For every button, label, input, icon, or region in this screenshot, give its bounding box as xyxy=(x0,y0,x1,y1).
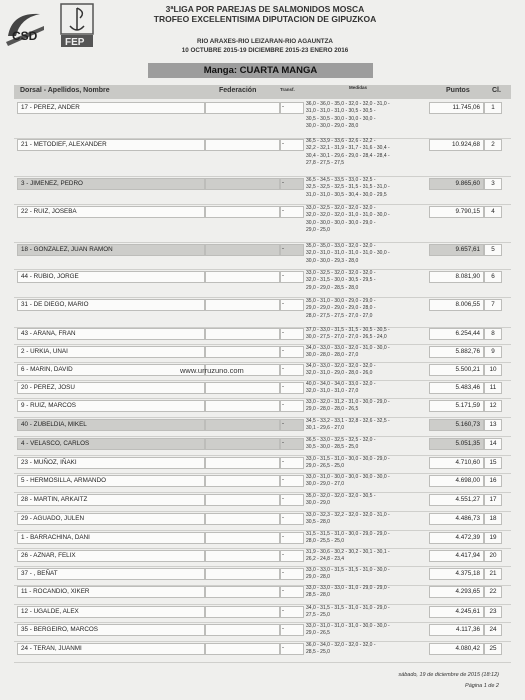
table-row xyxy=(14,493,511,512)
points-cell: 9.790,15 xyxy=(429,206,484,218)
measure-line: 36,5 - 34,5 - 33,5 - 33,0 - 32,5 - xyxy=(306,177,376,183)
measure-line: 33,0 - 33,0 - 33,0 - 31,0 - 29,0 - 29,0 - xyxy=(306,585,390,591)
measure-line: 29,0 - 29,0 - 28,5 - 28,0 xyxy=(306,284,359,291)
measures-cell xyxy=(306,205,426,235)
watermark: www.urruzuno.com xyxy=(180,366,244,375)
measure-line: 35,0 - 32,0 - 32,0 - 32,0 - 30,5 - xyxy=(306,493,376,499)
measure-line: 28,0 - 27,5 - 27,5 - 27,0 - 27,0 xyxy=(306,312,373,319)
measure-line: 30,1 - 29,6 - 27,0 xyxy=(306,425,345,432)
rank-cell: 21 xyxy=(484,568,502,580)
rank-cell: 7 xyxy=(484,299,502,311)
federation-cell xyxy=(205,606,280,618)
measure-line: 34,0 - 31,5 - 31,5 - 31,0 - 31,0 - 29,0 - xyxy=(306,605,390,611)
measures-cell xyxy=(306,298,426,320)
measure-line: 32,0 - 31,0 - 29,0 - 28,0 - 26,0 xyxy=(306,370,373,377)
measures-cell xyxy=(306,437,426,452)
title-line-2: TROFEO EXCELENTISIMA DIPUTACION DE GIPUZKOA xyxy=(153,14,377,24)
points-cell: 11.745,06 xyxy=(429,102,484,114)
measure-line: 29,0 - 25,0 xyxy=(306,227,330,234)
transfer-dash: - xyxy=(282,588,284,594)
measure-line: 40,0 - 34,0 - 34,0 - 33,0 - 32,0 - xyxy=(306,381,376,387)
measures-cell xyxy=(306,605,426,620)
measures-cell xyxy=(306,363,426,378)
measures-cell xyxy=(306,138,426,168)
table-row xyxy=(14,531,511,549)
measure-line: 36,0 - 34,0 - 32,0 - 32,0 - 32,0 - xyxy=(306,642,376,648)
federation-cell xyxy=(205,550,280,562)
competitor-name: 11 - ROCANDIO, XIKER xyxy=(17,586,205,598)
measure-line: 33,0 - 32,0 - 31,2 - 31,0 - 30,0 - 29,0 - xyxy=(306,399,390,405)
federation-cell xyxy=(205,586,280,598)
measures-cell xyxy=(306,243,426,265)
measure-line: 32,5 - 32,5 - 32,5 - 31,5 - 31,5 - 31,0 - xyxy=(306,184,390,191)
rank-cell: 25 xyxy=(484,643,502,655)
competitor-name: 37 - , BEÑAT xyxy=(17,568,205,580)
transfer-dash: - xyxy=(282,301,284,307)
measure-line: 33,0 - 32,5 - 32,0 - 32,0 - 32,0 - xyxy=(306,205,376,211)
measure-line: 36,0 - 36,0 - 35,0 - 32,0 - 32,0 - 31,0 - xyxy=(306,101,390,107)
measures-cell xyxy=(306,418,426,433)
measure-line: 33,0 - 31,0 - 30,0 - 30,0 - 30,0 - 30,0 - xyxy=(306,474,390,480)
rank-cell: 6 xyxy=(484,271,502,283)
rank-cell: 23 xyxy=(484,606,502,618)
measure-line: 33,0 - 31,0 - 31,0 - 31,0 - 30,0 - 30,0 - xyxy=(306,623,390,629)
competitor-name: 3 - JIMENEZ, PEDRO xyxy=(17,178,205,190)
rank-cell: 20 xyxy=(484,550,502,562)
measures-cell xyxy=(306,623,426,638)
federation-cell xyxy=(205,271,280,283)
measure-line: 31,9 - 30,6 - 30,2 - 30,2 - 30,1 - 30,1 - xyxy=(306,549,390,555)
competitor-name: 18 - GONZALEZ, JUAN RAMON xyxy=(17,244,205,256)
points-cell: 4.551,27 xyxy=(429,494,484,506)
table-row xyxy=(14,205,511,243)
federation-cell xyxy=(205,438,280,450)
table-row xyxy=(14,585,511,605)
competitor-name: 28 - MARTIN, ARKAITZ xyxy=(17,494,205,506)
points-cell: 4.472,39 xyxy=(429,532,484,544)
measure-line: 30,5 - 30,0 - 28,5 - 25,0 xyxy=(306,444,359,451)
transfer-dash: - xyxy=(282,645,284,651)
measures-cell xyxy=(306,531,426,546)
measure-line: 31,5 - 31,5 - 31,0 - 30,0 - 29,0 - 29,0 - xyxy=(306,531,390,537)
table-row xyxy=(14,399,511,418)
points-cell: 4.293,65 xyxy=(429,586,484,598)
measure-line: 34,0 - 33,0 - 32,0 - 32,0 - 32,0 - xyxy=(306,363,376,369)
table-row xyxy=(14,437,511,456)
points-cell: 4.698,00 xyxy=(429,475,484,487)
competitor-name: 44 - RUBIO, JORGE xyxy=(17,271,205,283)
competitor-name: 1 - BARRACHINA, DANI xyxy=(17,532,205,544)
measure-line: 30,0 - 30,0 - 29,3 - 28,0 xyxy=(306,257,359,264)
measure-line: 30,5 - 30,5 - 30,0 - 30,0 - 30,0 - xyxy=(306,115,376,122)
transfer-dash: - xyxy=(282,180,284,186)
measures-cell xyxy=(306,585,426,600)
federation-cell xyxy=(205,643,280,655)
table-row xyxy=(14,177,511,205)
transfer-dash: - xyxy=(282,421,284,427)
measure-line: 28,5 - 28,0 xyxy=(306,592,330,599)
federation-cell xyxy=(205,419,280,431)
table-row xyxy=(14,456,511,474)
competitor-name: 5 - HERMOSILLA, ARMANDO xyxy=(17,475,205,487)
table-row xyxy=(14,512,511,531)
federation-cell xyxy=(205,400,280,412)
rank-cell: 8 xyxy=(484,328,502,340)
measure-line: 29,0 - 28,0 xyxy=(306,574,330,581)
federation-cell xyxy=(205,494,280,506)
transfer-dash: - xyxy=(282,273,284,279)
points-cell: 5.500,21 xyxy=(429,364,484,376)
measure-line: 30,0 - 27,5 - 27,0 - 27,0 - 26,5 - 24,0 xyxy=(306,334,387,341)
measure-line: 28,0 - 25,5 - 25,0 xyxy=(306,538,345,545)
transfer-dash: - xyxy=(282,384,284,390)
rank-cell: 4 xyxy=(484,206,502,218)
points-cell: 6.254,44 xyxy=(429,328,484,340)
measure-line: 37,0 - 33,0 - 31,5 - 31,5 - 30,5 - 30,5 - xyxy=(306,327,390,333)
measures-cell xyxy=(306,177,426,199)
measures-cell xyxy=(306,493,426,508)
transfer-dash: - xyxy=(282,477,284,483)
col-federation: Federación xyxy=(219,87,257,94)
transfer-dash: - xyxy=(282,104,284,110)
csd-logo-text: CSD xyxy=(12,29,38,43)
rank-cell: 18 xyxy=(484,513,502,525)
rank-cell: 13 xyxy=(484,419,502,431)
col-name: Dorsal - Apellidos, Nombre xyxy=(20,87,110,94)
federation-cell xyxy=(205,244,280,256)
measure-line: 33,0 - 33,0 - 31,5 - 31,5 - 31,0 - 30,0 - xyxy=(306,567,390,573)
competitor-name: 24 - TERAN, JUANMI xyxy=(17,643,205,655)
federation-cell xyxy=(205,568,280,580)
measure-line: 32,0 - 32,0 - 32,0 - 31,0 - 31,0 - 30,0 - xyxy=(306,212,390,219)
footer-date: sábado, 19 de diciembre de 2015 (18:12) xyxy=(398,672,499,678)
competitor-name: 2 - URKIA, UNAI xyxy=(17,346,205,358)
measures-cell xyxy=(306,399,426,414)
rank-cell: 11 xyxy=(484,382,502,394)
points-cell: 4.245,61 xyxy=(429,606,484,618)
federation-cell xyxy=(205,475,280,487)
fep-logo xyxy=(58,2,96,48)
measure-line: 31,0 - 31,0 - 31,0 - 30,5 - 30,5 - xyxy=(306,108,376,115)
measures-cell xyxy=(306,642,426,657)
measures-cell xyxy=(306,567,426,582)
table-row xyxy=(14,345,511,363)
table-header xyxy=(14,85,511,99)
rank-cell: 14 xyxy=(484,438,502,450)
measure-line: 30,0 - 29,0 xyxy=(306,500,330,507)
col-rank: Cl. xyxy=(492,87,501,94)
points-cell: 10.924,68 xyxy=(429,139,484,151)
rank-cell: 12 xyxy=(484,400,502,412)
points-cell: 5.882,76 xyxy=(429,346,484,358)
measure-line: 27,5 - 25,0 xyxy=(306,612,330,619)
points-cell: 5.171,59 xyxy=(429,400,484,412)
federation-cell xyxy=(205,178,280,190)
measure-line: 32,2 - 32,1 - 31,9 - 31,7 - 31,6 - 30,4 - xyxy=(306,145,390,152)
points-cell: 4.080,42 xyxy=(429,643,484,655)
measures-cell xyxy=(306,101,426,131)
competitor-name: 22 - RUIZ, JOSEBA xyxy=(17,206,205,218)
transfer-dash: - xyxy=(282,402,284,408)
fep-logo-text: FEP xyxy=(65,37,85,48)
transfer-dash: - xyxy=(282,246,284,252)
measures-cell xyxy=(306,456,426,471)
points-cell: 4.710,60 xyxy=(429,457,484,469)
col-points: Puntos xyxy=(446,87,470,94)
measure-line: 32,0 - 31,0 - 31,0 - 27,0 xyxy=(306,388,359,395)
competitor-name: 4 - VELASCO, CARLOS xyxy=(17,438,205,450)
competitor-name: 17 - PEREZ, ANDER xyxy=(17,102,205,114)
competitor-name: 29 - AGUADO, JULEN xyxy=(17,513,205,525)
rank-cell: 5 xyxy=(484,244,502,256)
rank-cell: 22 xyxy=(484,586,502,598)
manga-banner: Manga: CUARTA MANGA xyxy=(148,63,373,78)
points-cell: 4.375,18 xyxy=(429,568,484,580)
rank-cell: 15 xyxy=(484,457,502,469)
measures-cell xyxy=(306,270,426,292)
transfer-dash: - xyxy=(282,608,284,614)
federation-cell xyxy=(205,299,280,311)
rank-cell: 24 xyxy=(484,624,502,636)
table-row xyxy=(14,138,511,177)
rank-cell: 1 xyxy=(484,102,502,114)
measure-line: 27,8 - 27,5 - 27,5 xyxy=(306,160,345,167)
measure-line: 35,0 - 31,0 - 30,0 - 29,0 - 29,0 - xyxy=(306,298,376,304)
table-row xyxy=(14,327,511,345)
measure-line: 29,0 - 29,0 - 29,0 - 29,0 - 28,0 - xyxy=(306,305,376,312)
competitor-name: 20 - PEREZ, JOSU xyxy=(17,382,205,394)
measure-line: 29,0 - 28,0 - 28,0 - 26,5 xyxy=(306,406,359,413)
table-row xyxy=(14,605,511,623)
table-row xyxy=(14,474,511,493)
table-row xyxy=(14,270,511,298)
points-cell: 8.081,90 xyxy=(429,271,484,283)
points-cell: 4.117,36 xyxy=(429,624,484,636)
competitor-name: 6 - MARIN, DAVID xyxy=(17,364,205,376)
table-row xyxy=(14,363,511,381)
federation-cell xyxy=(205,513,280,525)
measure-line: 33,0 - 32,5 - 32,0 - 32,0 - 32,0 - xyxy=(306,270,376,276)
measure-line: 30,0 - 30,0 - 30,0 - 30,0 - 29,0 - xyxy=(306,219,376,226)
transfer-dash: - xyxy=(282,208,284,214)
federation-cell xyxy=(205,206,280,218)
competitor-name: 9 - RUIZ, MARCOS xyxy=(17,400,205,412)
measure-line: 30,0 - 28,0 - 28,0 - 27,0 xyxy=(306,352,359,359)
rank-cell: 16 xyxy=(484,475,502,487)
measure-line: 29,0 - 26,5 - 25,0 xyxy=(306,463,345,470)
measure-line: 32,0 - 31,5 - 30,0 - 30,5 - 29,5 - xyxy=(306,277,376,284)
federation-cell xyxy=(205,457,280,469)
footer-page: Página 1 de 2 xyxy=(465,683,499,689)
venue-line: RIO ARAXES-RIO LEIZARAN-RIO AGAUNTZA xyxy=(197,38,333,45)
federation-cell xyxy=(205,102,280,114)
federation-cell xyxy=(205,624,280,636)
transfer-dash: - xyxy=(282,626,284,632)
measures-cell xyxy=(306,549,426,564)
points-cell: 5.483,46 xyxy=(429,382,484,394)
table-row xyxy=(14,298,511,328)
measure-line: 34,5 - 33,2 - 33,1 - 32,8 - 32,6 - 32,5 - xyxy=(306,418,390,424)
measures-cell xyxy=(306,512,426,527)
table-row xyxy=(14,418,511,437)
measure-line: 36,5 - 33,9 - 33,6 - 32,6 - 32,2 - xyxy=(306,138,376,144)
competitor-name: 43 - ARANA, FRAN xyxy=(17,328,205,340)
rank-cell: 9 xyxy=(484,346,502,358)
transfer-dash: - xyxy=(282,330,284,336)
points-cell: 9.865,60 xyxy=(429,178,484,190)
points-cell: 5.160,73 xyxy=(429,419,484,431)
measure-line: 34,0 - 33,0 - 33,0 - 32,0 - 31,0 - 30,0 - xyxy=(306,345,390,351)
measure-line: 36,5 - 33,0 - 32,5 - 32,5 - 32,0 - xyxy=(306,437,376,443)
measure-line: 33,0 - 31,5 - 31,0 - 30,0 - 30,0 - 29,0 - xyxy=(306,456,390,462)
transfer-dash: - xyxy=(282,552,284,558)
federation-cell xyxy=(205,346,280,358)
points-cell: 4.417,94 xyxy=(429,550,484,562)
transfer-dash: - xyxy=(282,440,284,446)
table-row xyxy=(14,623,511,642)
measure-line: 30,0 - 30,0 - 29,0 - 28,0 xyxy=(306,123,359,130)
rank-cell: 17 xyxy=(484,494,502,506)
transfer-dash: - xyxy=(282,366,284,372)
table-row xyxy=(14,381,511,399)
transfer-dash: - xyxy=(282,496,284,502)
table-row xyxy=(14,642,511,663)
competitor-name: 26 - AZNAR, FELIX xyxy=(17,550,205,562)
transfer-dash: - xyxy=(282,348,284,354)
col-transfer: Transf. xyxy=(280,87,295,92)
federation-cell xyxy=(205,328,280,340)
measure-line: 33,0 - 32,3 - 32,2 - 32,0 - 32,0 - 31,0 - xyxy=(306,512,390,518)
rank-cell: 10 xyxy=(484,364,502,376)
federation-cell xyxy=(205,382,280,394)
competitor-name: 12 - UGALDE, ALEX xyxy=(17,606,205,618)
rank-cell: 3 xyxy=(484,178,502,190)
measures-cell xyxy=(306,345,426,360)
measure-line: 30,0 - 29,0 - 27,0 xyxy=(306,481,345,488)
table-row xyxy=(14,101,511,139)
col-measures: Medidas xyxy=(349,85,368,90)
measure-line: 32,0 - 31,0 - 31,0 - 31,0 - 31,0 - 30,0 - xyxy=(306,250,390,257)
table-row xyxy=(14,567,511,586)
measure-line: 26,2 - 24,8 - 23,4 xyxy=(306,556,345,563)
measure-line: 30,5 - 28,0 xyxy=(306,519,330,526)
competitor-name: 31 - DE DIEGO, MARIO xyxy=(17,299,205,311)
rank-cell: 2 xyxy=(484,139,502,151)
dates-line: 10 OCTUBRE 2015-19 DICIEMBRE 2015-23 ENERO 2016 xyxy=(181,47,349,54)
transfer-dash: - xyxy=(282,570,284,576)
transfer-dash: - xyxy=(282,459,284,465)
measure-line: 29,0 - 26,5 xyxy=(306,630,330,637)
measure-line: 28,5 - 25,0 xyxy=(306,649,330,656)
points-cell: 9.657,61 xyxy=(429,244,484,256)
federation-cell xyxy=(205,532,280,544)
table-row xyxy=(14,243,511,270)
rank-cell: 19 xyxy=(484,532,502,544)
competitor-name: 35 - BERGEIRO, MARCOS xyxy=(17,624,205,636)
measure-line: 30,4 - 30,1 - 29,6 - 29,0 - 28,4 - 28,4 - xyxy=(306,152,390,159)
points-cell: 5.051,35 xyxy=(429,438,484,450)
measure-line: 31,0 - 31,0 - 30,5 - 30,4 - 30,0 - 29,5 xyxy=(306,191,387,198)
title-line-1: 3ªLIGA POR PAREJAS DE SALMONIDOS MOSCA xyxy=(165,4,365,14)
transfer-dash: - xyxy=(282,515,284,521)
transfer-dash: - xyxy=(282,534,284,540)
measure-line: 35,0 - 35,0 - 33,0 - 32,0 - 32,0 - xyxy=(306,243,376,249)
measures-cell xyxy=(306,474,426,489)
csd-logo xyxy=(4,6,46,48)
competitor-name: 23 - MUÑOZ, IÑAKI xyxy=(17,457,205,469)
points-cell: 4.486,73 xyxy=(429,513,484,525)
points-cell: 8.006,55 xyxy=(429,299,484,311)
transfer-dash: - xyxy=(282,141,284,147)
measures-cell xyxy=(306,327,426,342)
competitor-name: 40 - ZUBELDIA, MIKEL xyxy=(17,419,205,431)
competitor-name: 21 - METODIEF, ALEXANDER xyxy=(17,139,205,151)
table-row xyxy=(14,549,511,567)
measures-cell xyxy=(306,381,426,396)
federation-cell xyxy=(205,139,280,151)
